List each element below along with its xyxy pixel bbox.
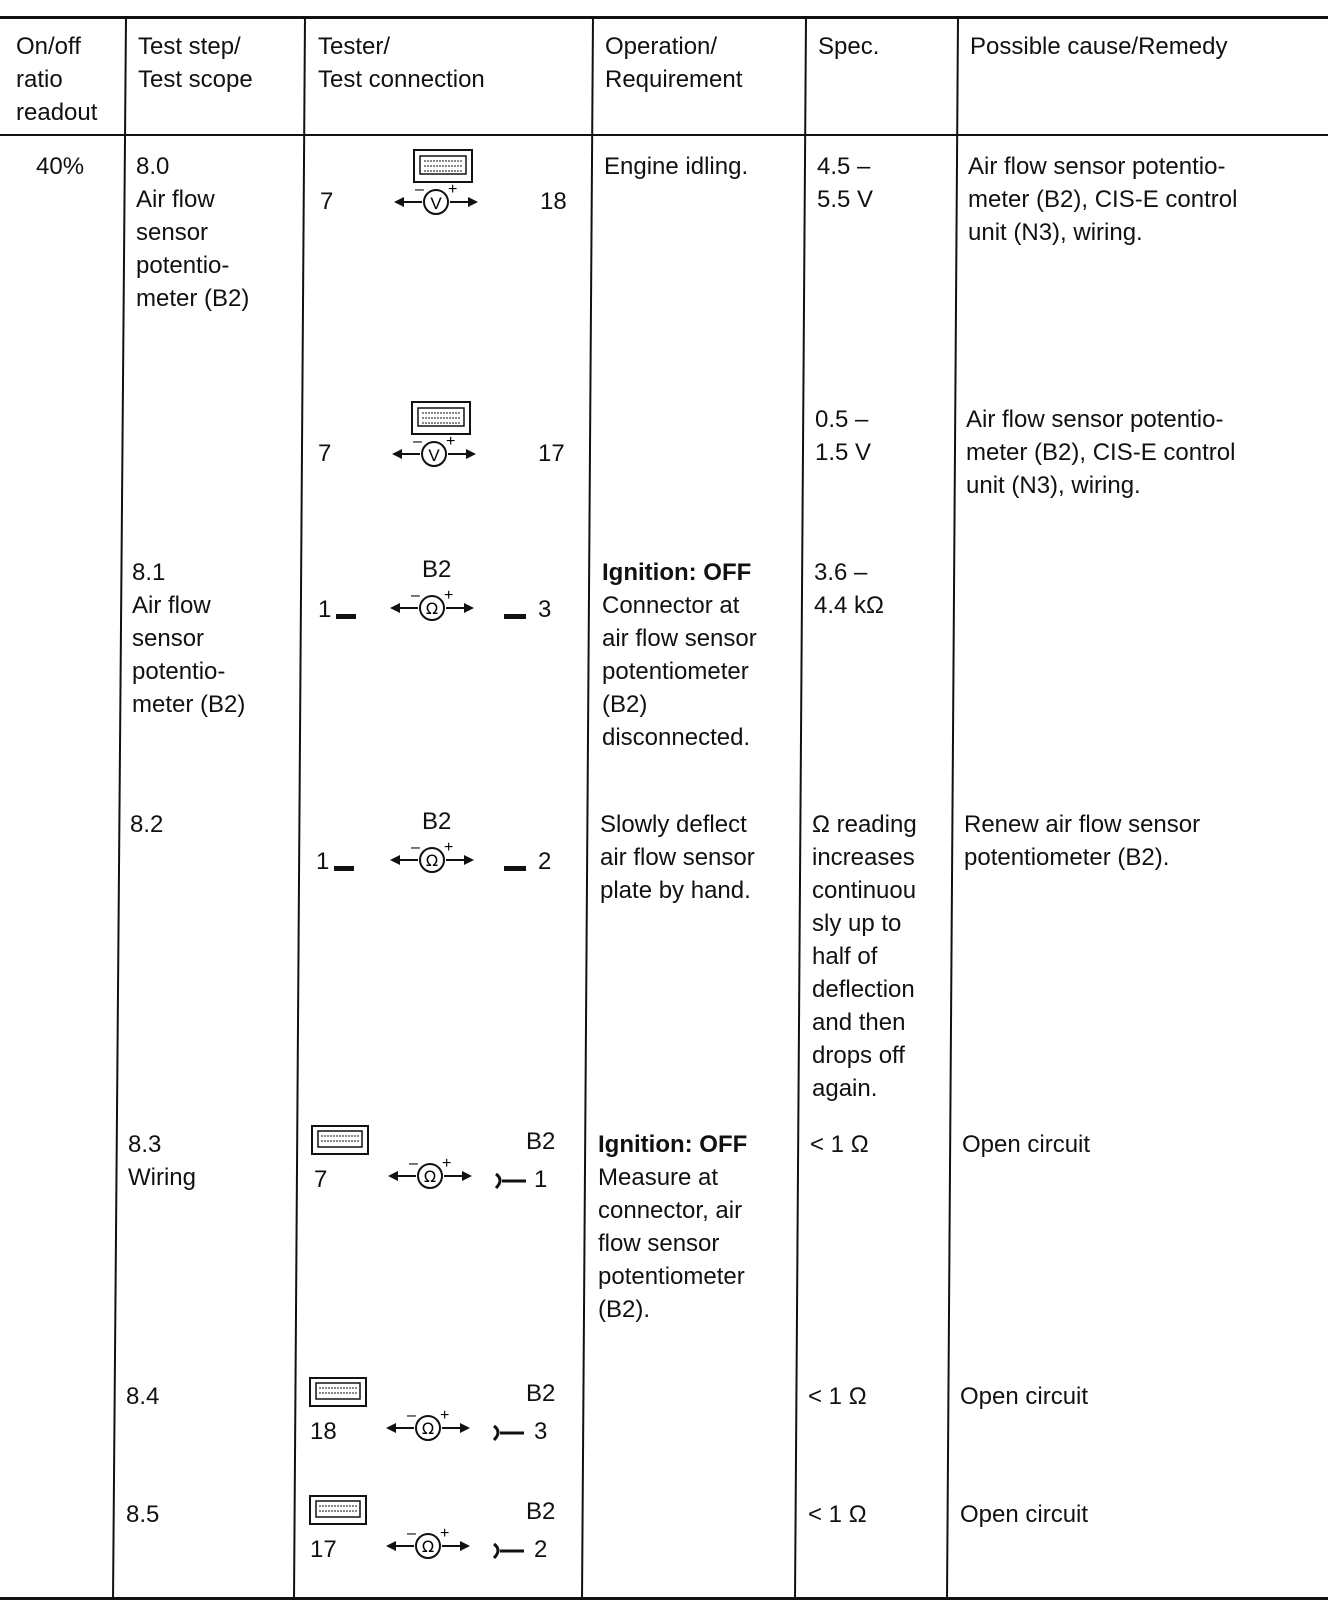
svg-text:+: + [446,433,456,450]
tester-device-icon [312,1126,368,1154]
step-8-3: 8.3 Wiring [128,1131,197,1191]
svg-text:Ω: Ω [421,1419,435,1438]
plug-connector-icon [496,1174,526,1188]
component-label: B2 [526,1128,556,1155]
svg-text:+: + [440,1525,450,1542]
tester-connection-8-5 [308,1492,568,1572]
svg-text:+: + [444,587,454,604]
header-spec: Spec. [818,33,880,60]
svg-text:–: – [415,181,424,198]
header-readout: On/off ratio readout [16,33,98,126]
step-8-5: 8.5 [126,1501,160,1528]
pin-right: 17 [538,440,565,467]
component-label: B2 [422,556,452,583]
pin-left: 7 [314,1166,328,1193]
pin-left: 18 [310,1418,337,1445]
operation-8-2: Slowly deflect air flow sensor plate by hand. [600,811,755,904]
tester-connection-8-1 [314,556,574,636]
spec-8-1: 3.6 – 4.4 kΩ [814,559,884,619]
operation-8-1: Connector at air flow sensor potentiometer (B2) disconnected. [602,592,757,751]
spec-8-5: < 1 Ω [808,1501,867,1528]
svg-text:+: + [448,181,458,198]
svg-text:–: – [407,1407,416,1424]
spec-8-0b: 0.5 – 1.5 V [815,406,872,466]
header-tester: Tester/ Test connection [318,33,485,93]
tester-connection-8-0b [314,400,574,480]
operation-8-3: Measure at connector, air flow sensor potentiometer (B2). [598,1164,745,1323]
spec-8-3: < 1 Ω [810,1131,869,1158]
column-rule-4 [795,17,806,1600]
svg-text:V: V [428,446,440,465]
remedy-8-0: Air flow sensor potentio- meter (B2), CIS-E control unit (N3), wiring. [968,153,1238,246]
tester-connection-8-0 [316,148,576,228]
ohmmeter-icon [386,1407,470,1440]
pin-left: 1 [318,596,332,623]
header-operation: Operation/ Requirement [605,33,743,93]
pin-left: 17 [310,1536,337,1563]
connector-right-icon [504,866,526,871]
component-label: B2 [526,1498,556,1525]
readout-value: 40% [36,153,85,180]
tester-connection-8-2 [312,808,572,888]
step-8-2: 8.2 [130,811,164,838]
svg-text:Ω: Ω [425,851,439,870]
component-label: B2 [526,1380,556,1407]
operation-8-0: Engine idling. [604,153,749,180]
svg-text:–: – [413,433,422,450]
remedy-8-4: Open circuit [960,1383,1089,1410]
svg-text:–: – [411,587,420,604]
step-8-1: 8.1 Air flow sensor potentio- meter (B2) [132,559,246,718]
plug-connector-icon [494,1544,524,1558]
pin-right: 1 [534,1166,548,1193]
remedy-8-5: Open circuit [960,1501,1089,1528]
svg-text:–: – [407,1525,416,1542]
step-8-0: 8.0 Air flow sensor potentio- meter (B2) [136,153,250,312]
pin-right: 2 [538,848,552,875]
pin-left: 7 [320,188,334,215]
ohmmeter-icon [390,587,474,620]
header-remedy: Possible cause/Remedy [970,33,1228,60]
svg-text:–: – [411,839,420,856]
svg-text:+: + [442,1155,452,1172]
svg-text:Ω: Ω [421,1537,435,1556]
pin-left: 1 [316,848,330,875]
spec-8-0: 4.5 – 5.5 V [817,153,874,213]
svg-text:Ω: Ω [423,1167,437,1186]
spec-8-4: < 1 Ω [808,1383,867,1410]
remedy-8-2: Renew air flow sensor potentiometer (B2). [964,811,1201,871]
operation-8-3-title: Ignition: OFF [598,1131,748,1158]
remedy-8-0b: Air flow sensor potentio- meter (B2), CIS-E control unit (N3), wiring. [966,406,1236,499]
column-rule-1 [113,17,126,1600]
step-8-4: 8.4 [126,1383,160,1410]
component-label: B2 [422,808,452,835]
header-test-step: Test step/ Test scope [138,33,253,93]
column-rule-2 [294,17,305,1600]
pin-right: 3 [538,596,552,623]
tester-device-icon [310,1496,366,1524]
pin-right: 2 [534,1536,548,1563]
column-rule-5 [947,17,958,1600]
operation-8-1-title: Ignition: OFF [602,559,752,586]
spec-8-2: Ω reading increases continuou sly up to half of deflection and then drops off again. [812,811,917,1102]
pin-right: 3 [534,1418,548,1445]
ohmmeter-icon [390,839,474,872]
tester-connection-8-3 [310,1122,570,1202]
connector-left-icon [334,866,354,871]
remedy-8-3: Open circuit [962,1131,1091,1158]
plug-connector-icon [494,1426,524,1440]
svg-text:V: V [430,194,442,213]
voltmeter-icon [392,433,476,466]
svg-text:Ω: Ω [425,599,439,618]
connector-left-icon [336,614,356,619]
svg-text:+: + [444,839,454,856]
svg-text:–: – [409,1155,418,1172]
tester-connection-8-4 [308,1374,568,1454]
column-rule-3 [582,17,593,1600]
ohmmeter-icon [388,1155,472,1188]
svg-text:+: + [440,1407,450,1424]
voltmeter-icon [394,181,478,214]
tester-device-icon [310,1378,366,1406]
ohmmeter-icon [386,1525,470,1558]
pin-left: 7 [318,440,332,467]
connector-right-icon [504,614,526,619]
pin-right: 18 [540,188,567,215]
